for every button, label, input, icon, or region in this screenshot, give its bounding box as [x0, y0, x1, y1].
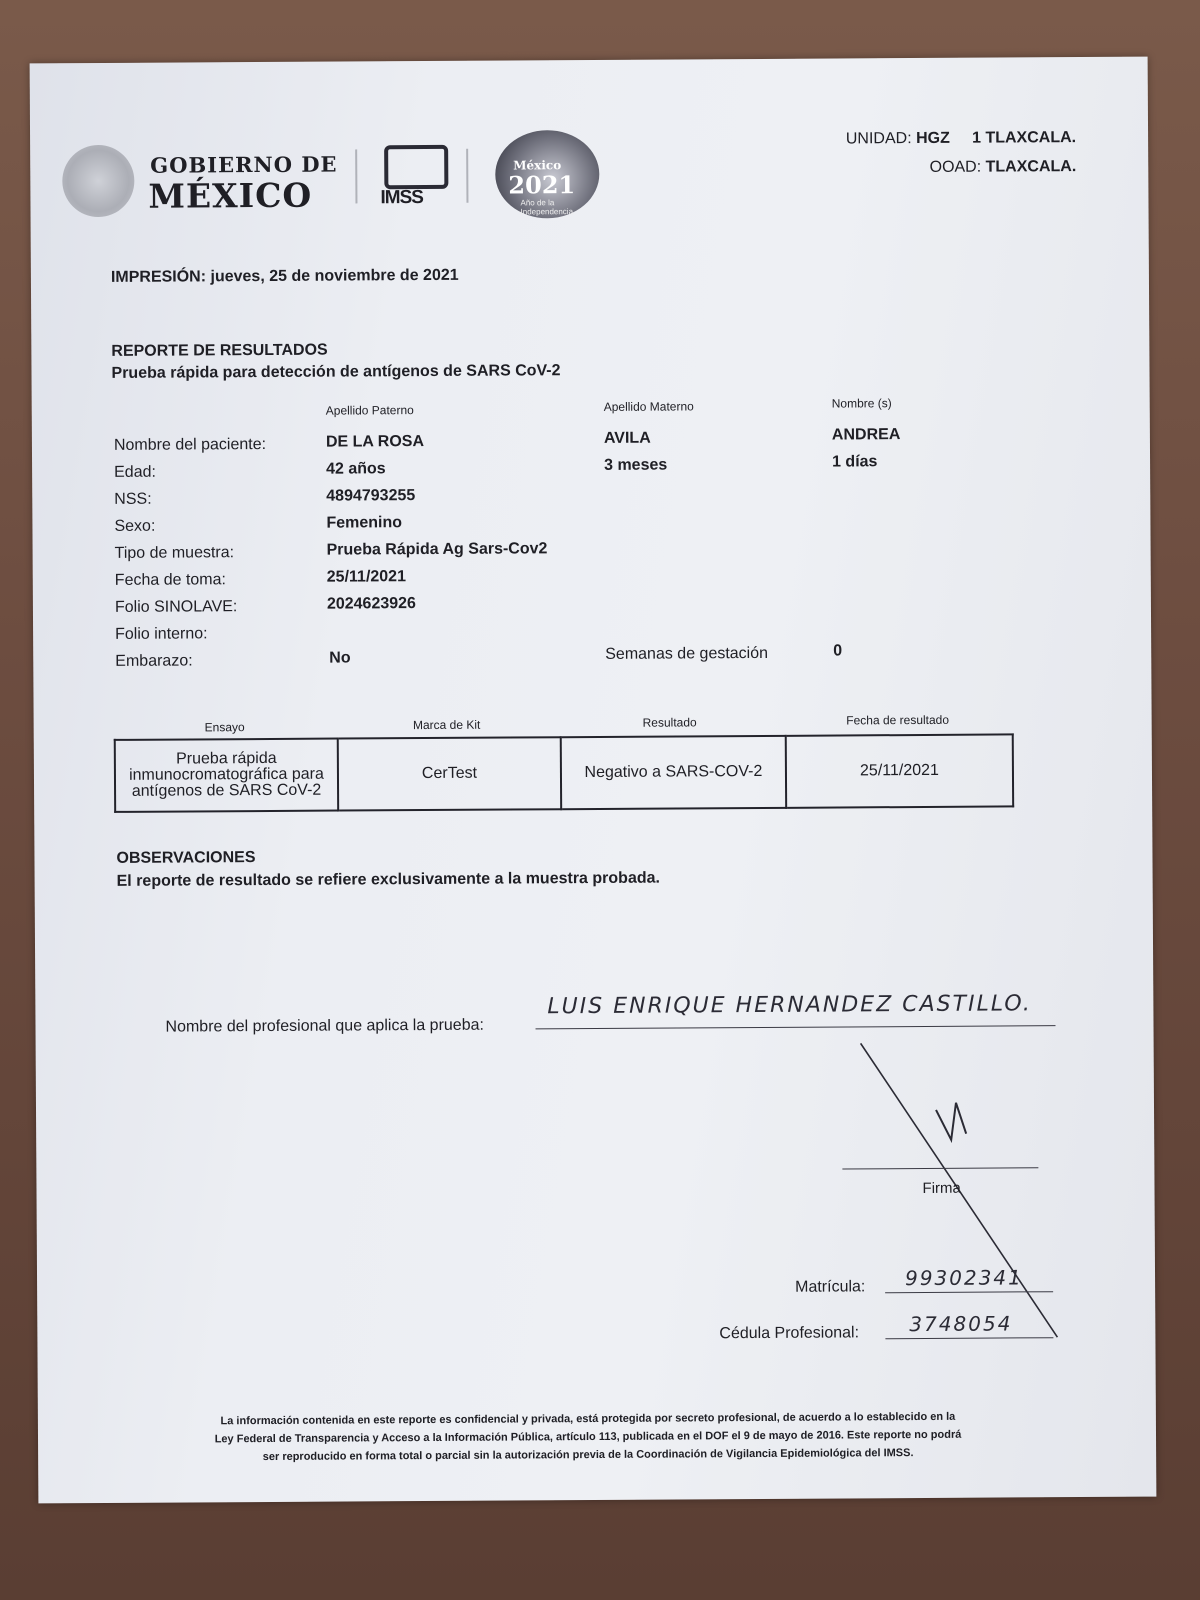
impresion-date: IMPRESIÓN: jueves, 25 de noviembre de 2021: [110, 266, 459, 286]
national-seal-logo: [62, 145, 134, 217]
header-divider: [355, 149, 357, 203]
nombre-value: ANDREA: [831, 426, 901, 444]
gobierno-line1: GOBIERNO DE: [150, 151, 338, 178]
ooad-label: OOAD:: [929, 158, 982, 176]
logo-2021-top: México: [513, 158, 562, 173]
cedula-value: 3748054: [909, 1311, 1013, 1337]
embarazo-value: No: [329, 649, 351, 667]
fecha-toma-label: Fecha de toma:: [114, 571, 226, 589]
imss-logo-icon: [384, 145, 448, 189]
nombre-paciente-label: Nombre del paciente:: [113, 435, 267, 454]
profesional-label: Nombre del profesional que aplica la prueba:: [165, 1016, 484, 1036]
th-fecha-resultado: Fecha de resultado: [846, 712, 950, 728]
col-apellido-materno: Apellido Materno: [603, 399, 694, 414]
th-resultado: Resultado: [642, 715, 697, 730]
footer-line-3: ser reproducido en forma total o parcial sin la autorización previa de la Coordinación de Vigilancia Epidemiológica del IMSS.: [262, 1447, 914, 1464]
gobierno-line2: MÉXICO: [148, 175, 313, 216]
matricula-value: 99302341: [904, 1265, 1023, 1291]
nss-label: NSS:: [114, 490, 152, 508]
unidad-number: 1 TLAXCALA.: [972, 129, 1077, 147]
report-subtitle: Prueba rápida para detección de antígenos de SARS CoV-2: [111, 362, 561, 382]
cedula-label: Cédula Profesional:: [719, 1324, 860, 1343]
edad-meses-value: 3 meses: [604, 456, 668, 474]
tipo-muestra-value: Prueba Rápida Ag Sars-Cov2: [326, 540, 548, 559]
footer-line-1: La información contenida en este reporte es confidencial y privada, está protegida por secreto profesional, de acuerdo a lo establecido en la: [220, 1410, 956, 1428]
nss-value: 4894793255: [326, 487, 416, 505]
folio-sinolave-label: Folio SINOLAVE:: [114, 598, 238, 616]
tipo-muestra-label: Tipo de muestra:: [114, 544, 235, 562]
report-sheet: [30, 57, 1157, 1504]
results-table: [114, 733, 1014, 812]
semanas-gestacion-value: 0: [833, 642, 843, 660]
edad-anios-value: 42 años: [326, 460, 386, 478]
observaciones-text: El reporte de resultado se refiere exclusivamente a la muestra probada.: [116, 869, 660, 890]
profesional-underline: [536, 1025, 1056, 1029]
cell-fecha-resultado: 25/11/2021: [786, 734, 1013, 807]
logo-2021-year: 2021: [508, 170, 576, 200]
apellido-materno-value: AVILA: [603, 429, 651, 447]
confidentiality-footer: [118, 1407, 1058, 1467]
ooad-line: [930, 158, 1077, 177]
imss-label: IMSS: [380, 187, 423, 209]
folio-interno-label: Folio interno:: [115, 625, 208, 643]
unidad-value: HGZ: [916, 129, 950, 148]
table-row: [115, 734, 1013, 811]
signature-icon: [856, 1037, 1068, 1348]
edad-label: Edad:: [114, 463, 156, 481]
footer-line-2: Ley Federal de Transparencia y Acceso a la Información Pública, artículo 113, publicada en el DOF el 9 de mayo de 2016. Este reporte no podrá: [214, 1428, 962, 1446]
folio-sinolave-value: 2024623926: [326, 595, 416, 613]
sexo-label: Sexo:: [114, 517, 156, 535]
fecha-toma-value: 25/11/2021: [326, 568, 407, 586]
firma-label: Firma: [922, 1179, 961, 1197]
unidad-line: [846, 129, 1076, 148]
sexo-value: Femenino: [326, 514, 403, 532]
th-ensayo: Ensayo: [204, 720, 245, 735]
profesional-name-handwritten: LUIS ENRIQUE HERNANDEZ CASTILLO.: [547, 991, 1032, 1020]
semanas-gestacion-label: Semanas de gestación: [605, 644, 769, 663]
cell-resultado: Negativo a SARS-COV-2: [561, 736, 786, 809]
cell-ensayo: Prueba rápida inmunocromatográfica para antígenos de SARS CoV-2: [115, 739, 338, 812]
observaciones-title: OBSERVACIONES: [116, 849, 256, 867]
report-title: REPORTE DE RESULTADOS: [111, 341, 328, 360]
apellido-paterno-value: DE LA ROSA: [325, 433, 425, 451]
header-divider: [466, 149, 468, 203]
matricula-label: Matrícula:: [795, 1278, 866, 1296]
th-marca-kit: Marca de Kit: [412, 717, 481, 733]
col-nombre: Nombre (s): [831, 396, 892, 411]
ooad-value: TLAXCALA.: [985, 158, 1077, 176]
cell-marca-kit: CerTest: [338, 737, 561, 810]
embarazo-label: Embarazo:: [115, 652, 193, 670]
edad-dias-value: 1 días: [832, 453, 878, 471]
logo-2021-sub: Año de la Independencia: [520, 198, 574, 217]
col-apellido-paterno: Apellido Paterno: [325, 403, 414, 418]
unidad-label: UNIDAD:: [845, 130, 912, 148]
